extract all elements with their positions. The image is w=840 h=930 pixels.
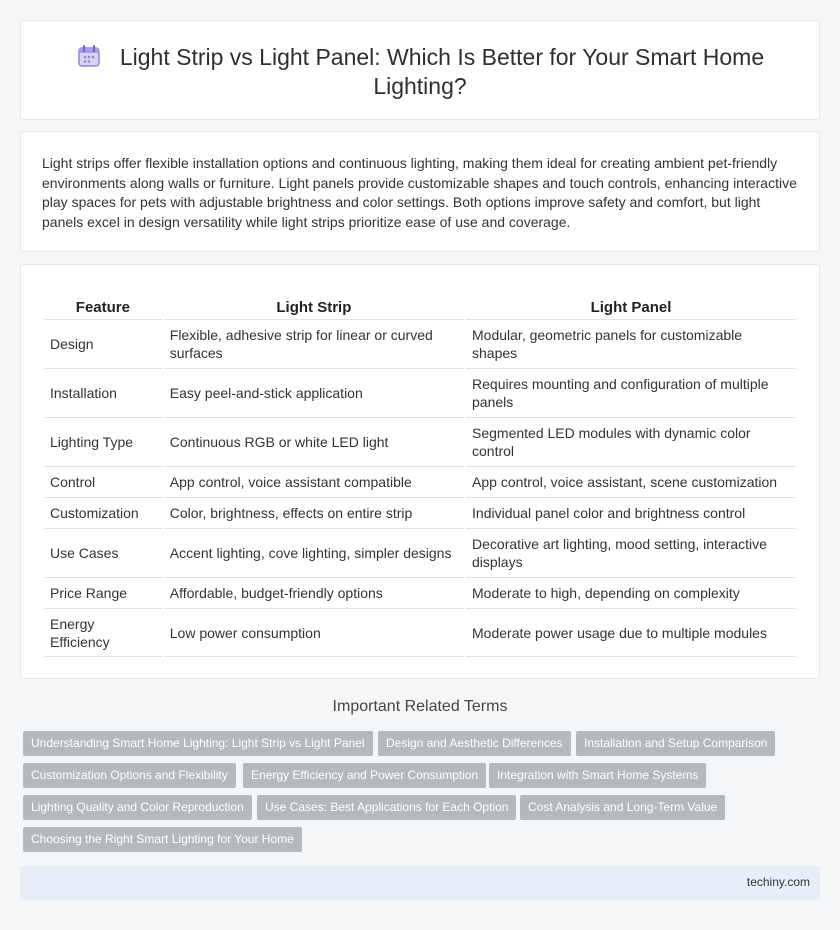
light-strip-cell: Low power consumption (164, 608, 464, 657)
related-terms-title: Important Related Terms (332, 698, 508, 715)
page-title-text: Light Strip vs Light Panel: Which Is Better for Your Smart Home Lighting? (119, 44, 765, 99)
table-row (44, 528, 796, 577)
light-panel-cell: Individual panel color and brightness control (466, 497, 796, 528)
light-panel-cell: Decorative art lighting, mood setting, interactive displays (466, 528, 796, 577)
feature-cell: Customization (44, 497, 162, 528)
light-panel-cell: Moderate to high, depending on complexity (466, 577, 796, 608)
table-row (44, 577, 796, 608)
intro-paragraph: Light strips offer flexible installation options and continuous lighting, making them ideal for creating ambient pet-friendly environments along walls or furniture. Light panels provide customizable shapes and touch controls, enhancing interactive play spaces for pets with adjustable brightness and color settings. Both options improve safety and comfort, but light panels excel in design versatility while light strips prioritize ease of use and coverage. (42, 155, 797, 230)
related-term-tag[interactable]: Integration with Smart Home Systems (489, 763, 706, 788)
feature-cell: Installation (44, 368, 162, 417)
feature-cell: Use Cases (44, 528, 162, 577)
light-strip-cell: Color, brightness, effects on entire strip (164, 497, 464, 528)
table-row (44, 608, 796, 657)
light-strip-cell: Flexible, adhesive strip for linear or curved surfaces (164, 319, 464, 368)
light-panel-cell: Segmented LED modules with dynamic color control (466, 417, 796, 466)
light-panel-cell: Modular, geometric panels for customizable shapes (466, 319, 796, 368)
table-row (44, 497, 796, 528)
header-light-strip: Light Strip (276, 298, 352, 316)
related-term-tag[interactable]: Use Cases: Best Applications for Each Option (257, 795, 516, 820)
footer (20, 866, 820, 900)
light-panel-cell: Requires mounting and configuration of multiple panels (466, 368, 796, 417)
light-strip-cell: Continuous RGB or white LED light (164, 417, 464, 466)
feature-cell: Control (44, 466, 162, 497)
related-term-tag[interactable]: Understanding Smart Home Lighting: Light Strip vs Light Panel (23, 731, 373, 756)
light-strip-cell: Affordable, budget-friendly options (164, 577, 464, 608)
feature-cell: Price Range (44, 577, 162, 608)
table-row (44, 368, 796, 417)
feature-cell: Energy Efficiency (44, 608, 162, 657)
light-panel-cell: Moderate power usage due to multiple modules (466, 608, 796, 657)
feature-cell: Lighting Type (44, 417, 162, 466)
light-strip-cell: Easy peel-and-stick application (164, 368, 464, 417)
header-card (20, 20, 820, 120)
calendar-icon (76, 43, 102, 69)
table-row (44, 466, 796, 497)
table-row (44, 319, 796, 368)
light-panel-cell: App control, voice assistant, scene customization (466, 466, 796, 497)
related-term-tag[interactable]: Choosing the Right Smart Lighting for Your Home (23, 827, 302, 852)
related-term-tag[interactable]: Lighting Quality and Color Reproduction (23, 795, 252, 820)
light-strip-cell: App control, voice assistant compatible (164, 466, 464, 497)
related-term-tag[interactable]: Installation and Setup Comparison (576, 731, 775, 756)
feature-cell: Design (44, 319, 162, 368)
footer-site: techiny.com (746, 875, 810, 889)
related-term-tag[interactable]: Design and Aesthetic Differences (378, 731, 571, 756)
table-header-row (44, 295, 796, 319)
light-strip-cell: Accent lighting, cove lighting, simpler designs (164, 528, 464, 577)
related-term-tag[interactable]: Energy Efficiency and Power Consumption (243, 763, 486, 788)
intro-card (20, 131, 820, 252)
header-light-panel: Light Panel (590, 298, 672, 316)
related-term-tag[interactable]: Customization Options and Flexibility (23, 763, 236, 788)
page-title (61, 43, 779, 101)
comparison-table-card (20, 264, 820, 679)
comparison-table (42, 295, 798, 657)
table-row (44, 417, 796, 466)
header-feature: Feature (75, 298, 130, 316)
related-term-tag[interactable]: Cost Analysis and Long-Term Value (520, 795, 725, 820)
